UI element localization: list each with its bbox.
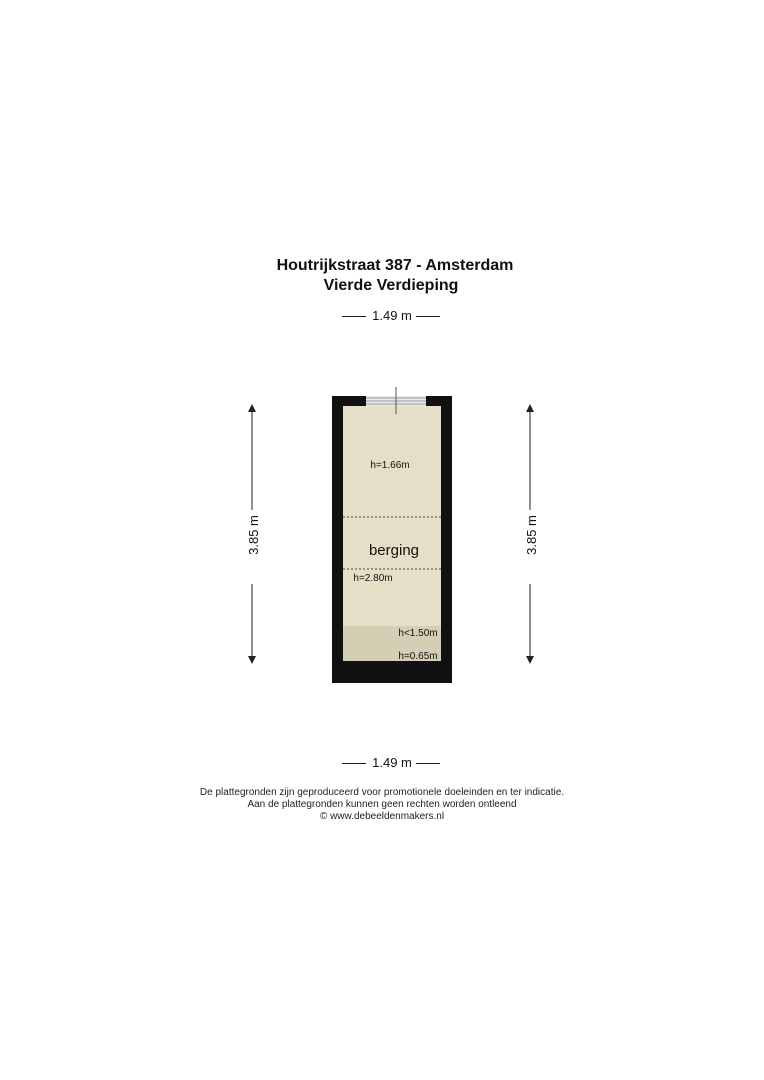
height-label-low-a: h<1.50m (398, 628, 438, 639)
height-label-middle: h=2.80m (353, 573, 393, 584)
floor-title: Vierde Verdieping (323, 277, 459, 294)
right-height-label: 3.85 m (524, 515, 539, 555)
bottom-width-label: 1.49 m (372, 755, 412, 770)
disclaimer-line-1: De plattegronden zijn geproduceerd voor promotionele doeleinden en ter indicatie. (199, 787, 565, 798)
top-width-label: 1.49 m (372, 308, 412, 323)
height-label-upper: h=1.66m (370, 460, 410, 471)
copyright-line: © www.debeeldenmakers.nl (319, 811, 445, 822)
left-height-dimension (246, 404, 261, 664)
height-label-low-b: h=0.65m (398, 651, 438, 662)
room-floor (343, 406, 441, 661)
disclaimer (0, 787, 764, 823)
right-height-dimension (524, 404, 539, 664)
address-title: Houtrijkstraat 387 - Amsterdam (276, 257, 514, 274)
room-name: berging (368, 542, 420, 559)
disclaimer-line-2: Aan de plattegronden kunnen geen rechten worden ontleend (247, 799, 517, 810)
left-height-label: 3.85 m (246, 515, 261, 555)
